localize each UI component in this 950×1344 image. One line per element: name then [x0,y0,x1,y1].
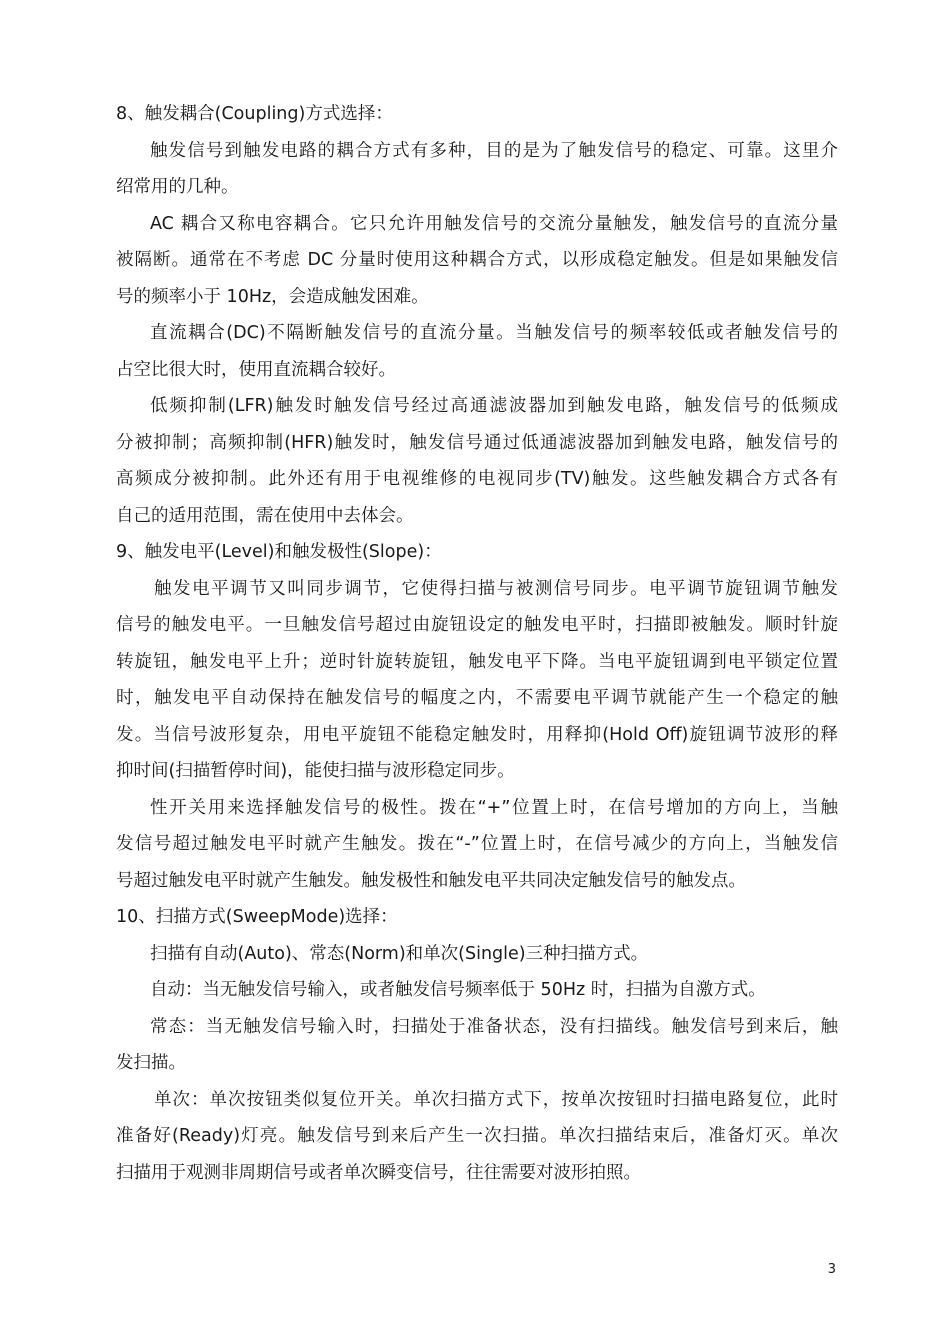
paragraph-line: 高频成分被抑制。此外还有用于电视维修的电视同步(TV)触发。这些触发耦合方式各有 [116,469,838,489]
paragraph-line: 时，触发电平自动保持在触发信号的幅度之内，不需要电平调节就能产生一个稳定的触 [116,688,838,708]
paragraph-line: 常态：当无触发信号输入时，扫描处于准备状态，没有扫描线。触发信号到来后，触 [150,1016,838,1037]
paragraph-line: 触发信号到触发电路的耦合方式有多种，目的是为了触发信号的稳定、可靠。这里介 [150,140,838,161]
paragraph-line: 抑时间(扫描暂停时间)，能使扫描与波形稳定同步。 [116,761,515,781]
paragraph-line: 信号的触发电平。一旦触发信号超过由旋钮设定的触发电平时，扫描即被触发。顺时针旋 [116,615,838,635]
paragraph-line: 低频抑制(LFR)触发时触发信号经过高通滤波器加到触发电路，触发信号的低频成 [150,396,838,416]
paragraph-line: 号的频率小于 10Hz，会造成触发困难。 [116,286,429,307]
paragraph-line: 分被抑制；高频抑制(HFR)触发时，触发信号通过低通滤波器加到触发电路，触发信号的 [116,432,838,453]
section-9-heading: 9、触发电平(Level)和触发极性(Slope)： [116,542,442,562]
paragraph-line: 发信号超过触发电平时就产生触发。拨在“-”位置上时，在信号减少的方向上，当触发信 [116,834,838,854]
paragraph-line: 被隔断。通常在不考虑 DC 分量时使用这种耦合方式，以形成稳定触发。但是如果触发信 [116,250,838,270]
paragraph-line: 单次：单次按钮类似复位开关。单次扫描方式下，按单次按钮时扫描电路复位，此时 [154,1089,838,1110]
paragraph-line: 发。当信号波形复杂，用电平旋钮不能稳定触发时，用释抑(Hold Off)旋钮调节波形的释 [116,724,838,745]
paragraph-line: 准备好(Ready)灯亮。触发信号到来后产生一次扫描。单次扫描结束后，准备灯灭。单次 [116,1126,838,1146]
paragraph-line: 扫描有自动(Auto)、常态(Norm)和单次(Single)三种扫描方式。 [150,943,649,964]
paragraph-line: AC 耦合又称电容耦合。它只允许用触发信号的交流分量触发，触发信号的直流分量 [150,213,838,234]
paragraph-line: 发扫描。 [116,1053,186,1073]
paragraph-line: 转旋钮，触发电平上升；逆时针旋转旋钮，触发电平下降。当电平旋钮调到电平锁定位置 [116,651,838,672]
paragraph-line: 自动：当无触发信号输入，或者触发信号频率低于 50Hz 时，扫描为自激方式。 [150,980,766,1000]
paragraph-line: 绍常用的几种。 [116,177,239,197]
paragraph-line: 扫描用于观测非周期信号或者单次瞬变信号，往往需要对波形拍照。 [116,1162,641,1183]
paragraph-line: 触发电平调节又叫同步调节，它使得扫描与被测信号同步。电平调节旋钮调节触发 [154,578,838,599]
section-8-heading: 8、触发耦合(Coupling)方式选择： [116,104,393,124]
paragraph-line: 直流耦合(DC)不隔断触发信号的直流分量。当触发信号的频率较低或者触发信号的 [150,323,838,343]
section-10-heading: 10、扫描方式(SweepMode)选择： [116,907,398,927]
paragraph-line: 性开关用来选择触发信号的极性。拨在“+”位置上时，在信号增加的方向上，当触 [150,797,838,818]
paragraph-line: 自己的适用范围，需在使用中去体会。 [116,505,414,526]
paragraph-line: 占空比很大时，使用直流耦合较好。 [116,359,396,380]
document-body [116,96,838,1191]
page-number: 3 [827,1262,836,1277]
paragraph-line: 号超过触发电平时就产生触发。触发极性和触发电平共同决定触发信号的触发点。 [116,870,746,891]
